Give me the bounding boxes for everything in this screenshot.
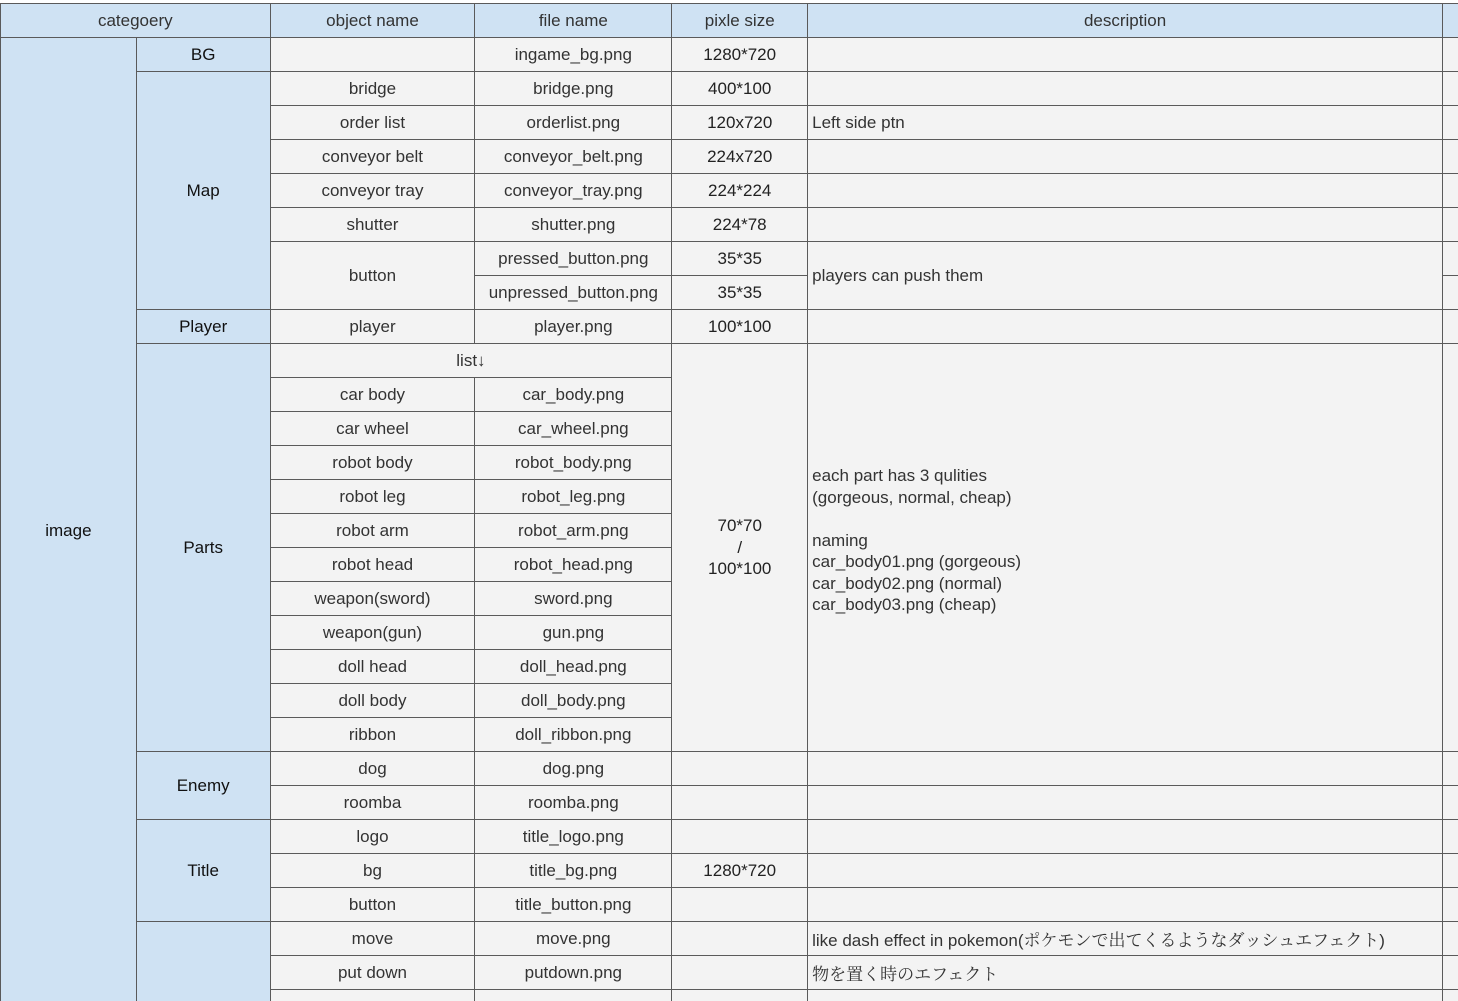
object-name-cell[interactable]: button (270, 888, 475, 922)
file-name-cell[interactable] (475, 990, 672, 1001)
description-cell[interactable] (808, 990, 1443, 1001)
description-cell[interactable] (808, 854, 1443, 888)
pixel-size-cell[interactable]: 224x720 (672, 140, 808, 174)
object-name-cell[interactable]: move (270, 922, 475, 956)
file-name-cell[interactable]: ingame_bg.png (475, 38, 672, 72)
object-name-cell[interactable]: order list (270, 106, 475, 140)
file-name-cell[interactable]: car_wheel.png (475, 412, 672, 446)
extra-cell[interactable] (1442, 786, 1458, 820)
file-name-cell[interactable]: sword.png (475, 582, 672, 616)
file-name-cell[interactable]: pressed_button.png (475, 242, 672, 276)
pixel-size-cell[interactable]: 400*100 (672, 72, 808, 106)
object-name-cell[interactable]: roomba (270, 786, 475, 820)
pixel-size-cell[interactable]: 120x720 (672, 106, 808, 140)
file-name-cell[interactable]: conveyor_tray.png (475, 174, 672, 208)
file-name-cell[interactable]: putdown.png (475, 956, 672, 990)
file-name-cell[interactable]: car_body.png (475, 378, 672, 412)
object-name-cell[interactable]: put down (270, 956, 475, 990)
file-name-cell[interactable]: robot_arm.png (475, 514, 672, 548)
object-name-cell[interactable]: robot arm (270, 514, 475, 548)
subcategory-enemy-cell[interactable]: Enemy (136, 752, 270, 820)
extra-cell[interactable] (1442, 820, 1458, 854)
header-extra-cell[interactable] (1442, 4, 1458, 38)
file-name-cell[interactable]: doll_ribbon.png (475, 718, 672, 752)
subcategory-title-cell[interactable]: Title (136, 820, 270, 922)
pixel-size-cell[interactable] (672, 922, 808, 956)
description-cell[interactable] (808, 140, 1443, 174)
extra-cell[interactable] (1442, 140, 1458, 174)
description-cell[interactable] (808, 310, 1443, 344)
description-cell[interactable] (808, 174, 1443, 208)
description-cell[interactable]: 物を置く時のエフェクト (808, 956, 1443, 990)
object-name-cell[interactable]: robot leg (270, 480, 475, 514)
description-cell[interactable] (808, 72, 1443, 106)
pixel-size-cell[interactable] (672, 956, 808, 990)
parts-list-header[interactable]: list↓ (270, 344, 672, 378)
subcategory-parts-cell[interactable]: Parts (136, 344, 270, 752)
file-name-cell[interactable]: gun.png (475, 616, 672, 650)
object-name-cell[interactable]: doll body (270, 684, 475, 718)
object-name-cell[interactable]: dog (270, 752, 475, 786)
object-name-cell[interactable] (270, 990, 475, 1001)
pixel-size-cell[interactable] (672, 888, 808, 922)
header-row (1, 4, 1458, 38)
pixel-size-cell[interactable]: 1280*720 (672, 38, 808, 72)
description-cell[interactable] (808, 208, 1443, 242)
file-name-cell[interactable]: dog.png (475, 752, 672, 786)
file-name-cell[interactable]: title_logo.png (475, 820, 672, 854)
file-name-cell[interactable]: roomba.png (475, 786, 672, 820)
parts-description-cell[interactable] (808, 344, 1443, 752)
extra-cell[interactable] (1442, 922, 1458, 956)
extra-cell[interactable] (1442, 990, 1458, 1001)
file-name-cell[interactable]: shutter.png (475, 208, 672, 242)
description-cell[interactable]: players can push them (808, 242, 1443, 310)
description-cell[interactable] (808, 786, 1443, 820)
subcategory-bg-cell[interactable]: BG (136, 38, 270, 72)
extra-cell[interactable] (1442, 956, 1458, 990)
description-cell[interactable] (808, 752, 1443, 786)
file-name-cell[interactable]: conveyor_belt.png (475, 140, 672, 174)
file-name-cell[interactable]: doll_body.png (475, 684, 672, 718)
spreadsheet (0, 3, 1458, 1001)
description-cell[interactable] (808, 820, 1443, 854)
file-name-cell[interactable]: robot_head.png (475, 548, 672, 582)
file-name-cell[interactable]: unpressed_button.png (475, 276, 672, 310)
object-name-cell[interactable]: ribbon (270, 718, 475, 752)
subcategory-player-cell[interactable]: Player (136, 310, 270, 344)
extra-cell[interactable] (1442, 208, 1458, 242)
parts-description-text: each part has 3 qulities (gorgeous, normal, cheap) naming car_body01.png (gorgeous) car_body02.png (normal) car_body03.png (cheap) (812, 466, 1021, 615)
extra-cell[interactable] (1442, 276, 1458, 310)
object-name-cell[interactable]: button (270, 242, 475, 310)
header-file-name[interactable]: file name (475, 4, 672, 38)
pixel-size-cell[interactable]: 1280*720 (672, 854, 808, 888)
table-row (1, 922, 1458, 956)
extra-cell[interactable] (1442, 888, 1458, 922)
pixel-size-cell[interactable]: 35*35 (672, 276, 808, 310)
file-name-cell[interactable]: player.png (475, 310, 672, 344)
object-name-cell[interactable]: conveyor tray (270, 174, 475, 208)
object-name-cell[interactable]: bridge (270, 72, 475, 106)
category-image-cell[interactable]: image (1, 38, 137, 1001)
parts-pixel-size-cell[interactable] (672, 344, 808, 752)
extra-cell[interactable] (1442, 38, 1458, 72)
object-name-cell[interactable]: weapon(sword) (270, 582, 475, 616)
pixel-size-cell[interactable]: 224*78 (672, 208, 808, 242)
header-description[interactable]: description (808, 4, 1443, 38)
table-row (1, 344, 1458, 378)
file-name-cell[interactable]: robot_leg.png (475, 480, 672, 514)
table-row (1, 72, 1458, 106)
extra-cell[interactable] (1442, 242, 1458, 276)
file-name-cell[interactable]: title_bg.png (475, 854, 672, 888)
extra-cell[interactable] (1442, 106, 1458, 140)
subcategory-map-cell[interactable]: Map (136, 72, 270, 310)
table-row (1, 820, 1458, 854)
extra-cell[interactable] (1442, 310, 1458, 344)
pixel-size-cell[interactable]: 224*224 (672, 174, 808, 208)
subcategory-effect-cell[interactable] (136, 922, 270, 1001)
header-pixel-size[interactable]: pixle size (672, 4, 808, 38)
object-name-cell[interactable]: logo (270, 820, 475, 854)
object-name-cell[interactable]: shutter (270, 208, 475, 242)
object-name-cell[interactable]: robot head (270, 548, 475, 582)
object-name-cell[interactable]: car body (270, 378, 475, 412)
file-name-cell[interactable]: move.png (475, 922, 672, 956)
object-name-cell[interactable]: car wheel (270, 412, 475, 446)
file-name-cell[interactable]: title_button.png (475, 888, 672, 922)
header-object-name[interactable]: object name (270, 4, 475, 38)
description-cell[interactable]: Left side ptn (808, 106, 1443, 140)
table-row (1, 310, 1458, 344)
extra-cell[interactable] (1442, 344, 1458, 752)
pixel-size-cell[interactable] (672, 786, 808, 820)
extra-cell[interactable] (1442, 174, 1458, 208)
object-name-cell[interactable]: doll head (270, 650, 475, 684)
pixel-size-cell[interactable]: 100*100 (672, 310, 808, 344)
pixel-size-cell[interactable] (672, 990, 808, 1001)
pixel-size-cell[interactable]: 35*35 (672, 242, 808, 276)
file-name-cell[interactable]: orderlist.png (475, 106, 672, 140)
object-name-cell[interactable] (270, 38, 475, 72)
table-row (1, 38, 1458, 72)
object-name-cell[interactable]: robot body (270, 446, 475, 480)
file-name-cell[interactable]: bridge.png (475, 72, 672, 106)
file-name-cell[interactable]: robot_body.png (475, 446, 672, 480)
object-name-cell[interactable]: weapon(gun) (270, 616, 475, 650)
file-name-cell[interactable]: doll_head.png (475, 650, 672, 684)
asset-table (0, 3, 1458, 1001)
description-cell[interactable]: like dash effect in pokemon(ポケモンで出てくるようなダッシュエフェクト) (808, 922, 1443, 956)
object-name-cell[interactable]: conveyor belt (270, 140, 475, 174)
table-row (1, 752, 1458, 786)
extra-cell[interactable] (1442, 752, 1458, 786)
extra-cell[interactable] (1442, 72, 1458, 106)
object-name-cell[interactable]: bg (270, 854, 475, 888)
pixel-size-cell[interactable] (672, 820, 808, 854)
object-name-cell[interactable]: player (270, 310, 475, 344)
extra-cell[interactable] (1442, 854, 1458, 888)
pixel-size-cell[interactable] (672, 752, 808, 786)
description-cell[interactable] (808, 38, 1443, 72)
description-cell[interactable] (808, 888, 1443, 922)
header-category[interactable]: categoery (1, 4, 271, 38)
parts-pixel-size-text: 70*70 / 100*100 (708, 516, 772, 579)
